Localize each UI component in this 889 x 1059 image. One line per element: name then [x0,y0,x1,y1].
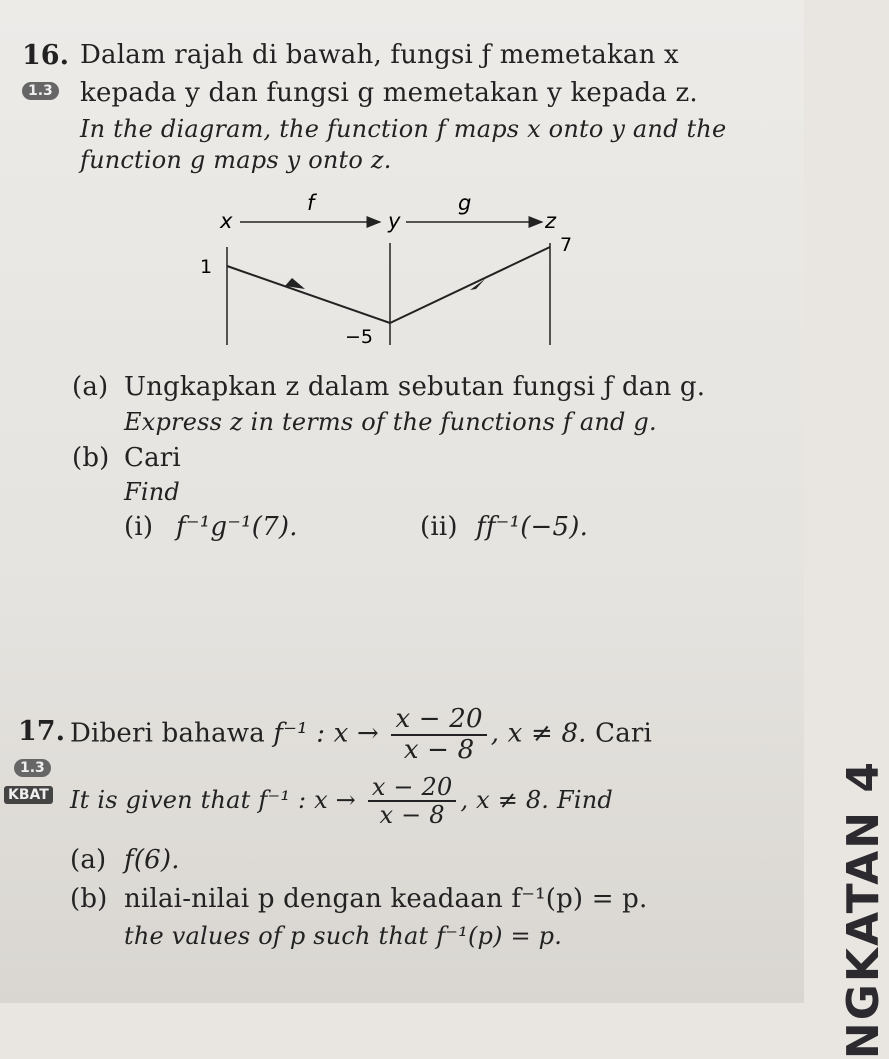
q16-english-line2: function g maps y onto z. [80,146,392,174]
diagram-label-f: f [307,191,315,215]
q17-fraction-numerator: x − 20 [391,705,486,736]
q16-malay-line1: Dalam rajah di bawah, fungsi ƒ memetakan x [80,40,679,70]
q16-part-b-ii-label: (ii) [420,512,458,542]
q17-level-badge: 1.3 [14,759,51,777]
q16-part-a-label: (a) [72,372,109,402]
q16-part-b-i-label: (i) [124,512,154,542]
q16-level-badge: 1.3 [22,82,59,100]
q17-english-condition: , x ≠ 8. [460,785,550,814]
q16-part-b-label: (b) [72,443,110,473]
diagram-value-x: 1 [200,256,213,278]
q17-malay-statement [70,705,652,764]
question-17-number: 17. [18,716,65,747]
function-arrow-diagram [180,185,600,360]
q16-part-b-english: Find [124,478,180,506]
diagram-value-y: −5 [345,326,374,348]
diagram-label-x: x [220,209,233,233]
diagram-value-z: 7 [560,234,573,256]
q17-english-suffix: Find [556,785,613,814]
q17-malay-prefix: Diberi bahawa [70,718,265,749]
q16-part-b-ii: ff⁻¹(−5). [476,512,589,542]
q17-english-mapping: f⁻¹ : x → [258,785,356,814]
q16-part-b-malay: Cari [124,443,181,473]
q17-fraction-denominator: x − 8 [403,734,475,765]
mapping-line-g [390,247,550,323]
question-16-number: 16. [22,40,69,71]
q17-part-b-malay: nilai-nilai p dengan keadaan f⁻¹(p) = p. [124,884,648,914]
q17-kbat-badge: KBAT [4,786,53,804]
q16-part-b-i: f⁻¹g⁻¹(7). [176,512,298,542]
q17-malay-suffix: Cari [595,718,653,749]
diagram-label-z: z [545,209,557,233]
q17-mapping: f⁻¹ : x → [273,718,379,749]
q17-english-fraction-denominator: x − 8 [379,801,445,830]
q16-part-a-malay: Ungkapkan z dalam sebutan fungsi ƒ dan g. [124,372,706,402]
mapping-line-f [227,266,390,323]
q16-part-a-english: Express z in terms of the functions f and g. [124,408,657,436]
q17-part-a-label: (a) [70,845,107,875]
q17-part-a: f(6). [124,845,180,875]
margin-chapter-text: NGKATAN 4 [838,760,889,1059]
q17-english-fraction-numerator: x − 20 [368,774,457,802]
q17-english-statement [70,774,613,829]
q17-condition: , x ≠ 8. [490,718,587,749]
diagram-label-y: y [388,209,401,233]
diagram-label-g: g [458,191,472,215]
q17-part-b-english: the values of p such that f⁻¹(p) = p. [124,922,563,950]
q17-part-b-label: (b) [70,884,108,914]
q16-english-line1: In the diagram, the function f maps x onto y and the [80,115,727,143]
q17-english-fraction [368,774,457,829]
q16-malay-line2: kepada y dan fungsi g memetakan y kepada z. [80,78,698,108]
q17-english-prefix: It is given that [70,785,251,814]
q17-fraction [391,705,486,764]
